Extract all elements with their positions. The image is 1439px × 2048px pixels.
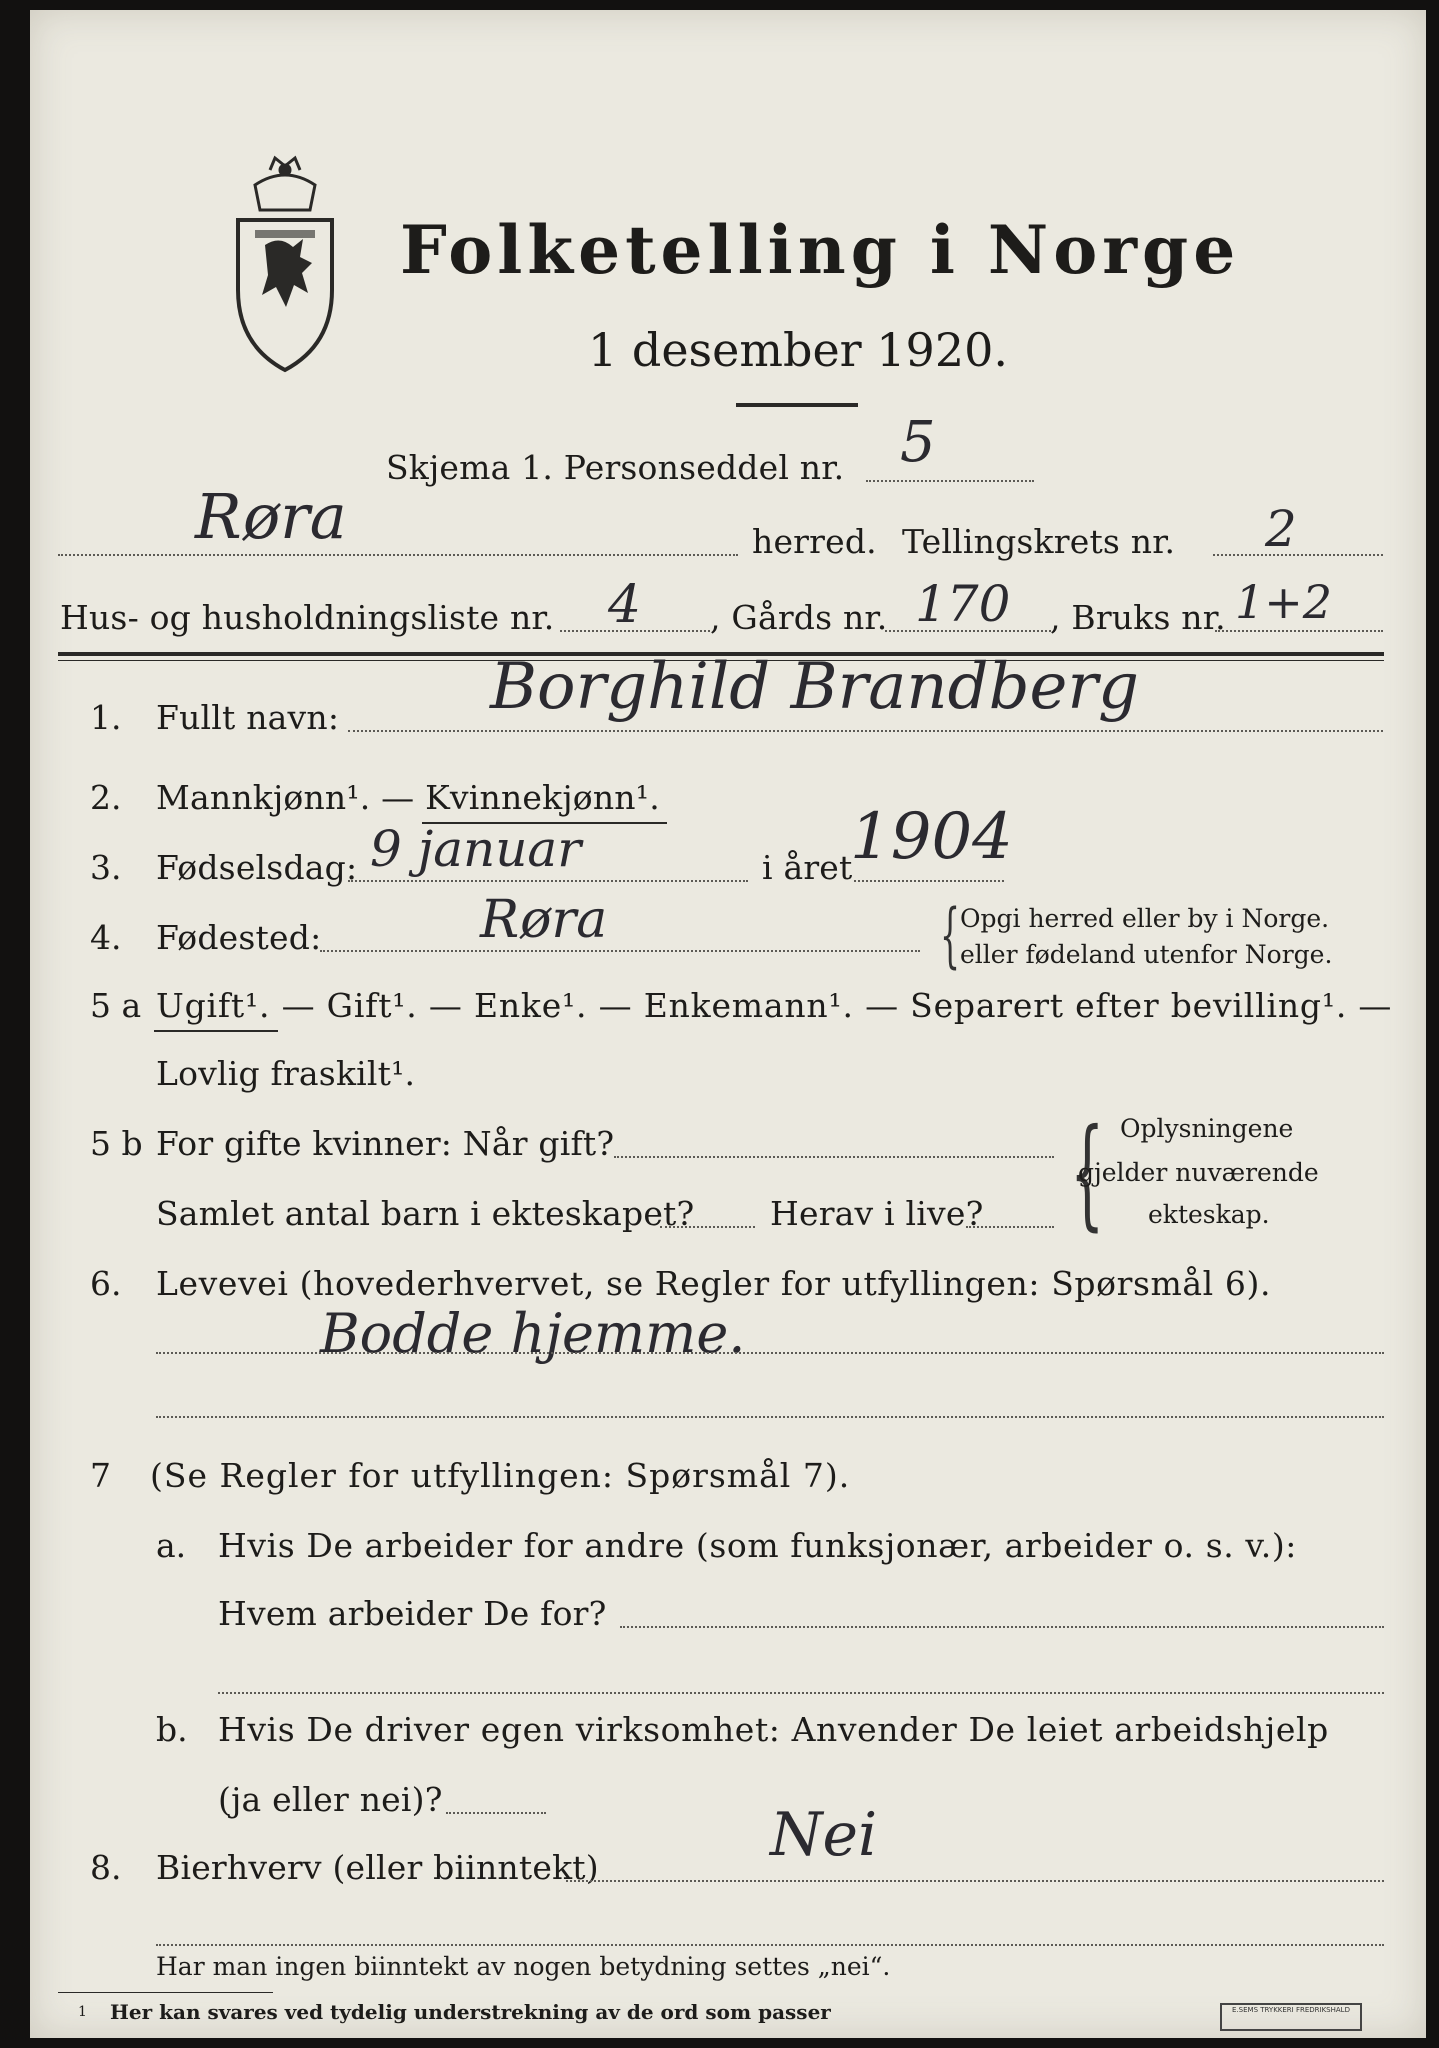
q4-number: 4. xyxy=(90,918,122,957)
q5b-brace: { xyxy=(1070,1104,1105,1243)
title-divider xyxy=(736,403,858,407)
q7a-letter: a. xyxy=(156,1526,187,1565)
q7a-line2: Hvem arbeider De for? xyxy=(218,1594,607,1633)
q2-number: 2. xyxy=(90,778,122,817)
q7-number: 7 xyxy=(90,1456,111,1495)
schema-dots xyxy=(866,480,1034,482)
q5b-number: 5 b xyxy=(90,1124,143,1163)
schema-label: Skjema 1. Personseddel nr. xyxy=(386,448,845,487)
q4-dots xyxy=(320,950,920,952)
gards-value[interactable]: 170 xyxy=(915,575,1011,633)
q1-dots xyxy=(348,730,1383,732)
q7-label: (Se Regler for utfyllingen: Spørsmål 7). xyxy=(150,1456,851,1495)
q5a-line2: Lovlig fraskilt¹. xyxy=(156,1054,416,1093)
q7b-dots xyxy=(446,1812,546,1814)
q8-dots-2 xyxy=(156,1944,1384,1946)
footer-note: Har man ingen biinntekt av nogen betydning settes „nei“. xyxy=(156,1952,891,1981)
q7a-dots-1 xyxy=(620,1626,1384,1628)
q5b-note-line3: ekteskap. xyxy=(1148,1200,1270,1229)
bruks-dots xyxy=(1215,630,1383,632)
herred-dots xyxy=(58,554,738,556)
printer-stamp: E.SEMS TRYKKERI FREDRIKSHALD xyxy=(1220,2003,1362,2031)
tellingskrets-label: Tellingskrets nr. xyxy=(902,522,1176,561)
q5b-note-line2: gjelder nuværende xyxy=(1078,1158,1319,1187)
q5a-number: 5 a xyxy=(90,986,142,1025)
q4-brace: { xyxy=(940,894,961,976)
q3-number: 3. xyxy=(90,848,122,887)
q3-year-value[interactable]: 1904 xyxy=(850,800,1013,874)
bruks-value[interactable]: 1+2 xyxy=(1235,575,1333,629)
q5b-when-dots xyxy=(614,1156,1054,1158)
q5a-line1: Ugift¹. — Gift¹. — Enke¹. — Enkemann¹. — Separert efter bevilling¹. — xyxy=(156,986,1393,1025)
schema-value[interactable]: 5 xyxy=(900,410,936,475)
q5b-line1: For gifte kvinner: Når gift? xyxy=(156,1124,615,1163)
footnote-text: Her kan svares ved tydelig understrekning av de ord som passer xyxy=(110,2000,831,2024)
q6-dots-2 xyxy=(156,1416,1384,1418)
herred-label: herred. xyxy=(752,522,877,561)
q6-label: Levevei (hovederhvervet, se Regler for utfyllingen: Spørsmål 6). xyxy=(156,1264,1272,1303)
q8-number: 8. xyxy=(90,1848,122,1887)
footnote-number: 1 xyxy=(78,2004,87,2020)
q1-number: 1. xyxy=(90,698,122,737)
municipality-handwritten: Røra xyxy=(195,480,347,553)
q4-note-line2: eller fødeland utenfor Norge. xyxy=(960,940,1333,969)
q6-number: 6. xyxy=(90,1264,122,1303)
census-date: 1 desember 1920. xyxy=(588,323,1008,377)
q5b-line2b: Herav i live? xyxy=(770,1194,984,1233)
tellingskrets-value[interactable]: 2 xyxy=(1265,500,1297,558)
q8-dots xyxy=(566,1880,1384,1882)
q8-label: Bierhverv (eller biinntekt) xyxy=(156,1848,599,1887)
q7a-dots-2 xyxy=(218,1692,1384,1694)
q6-value[interactable]: Bodde hjemme. xyxy=(320,1302,746,1365)
q5b-children-dots xyxy=(660,1226,755,1228)
gards-label: , Gårds nr. xyxy=(710,598,888,637)
q5b-note-line1: Oplysningene xyxy=(1120,1114,1294,1143)
q8-value[interactable]: Nei xyxy=(770,1800,878,1870)
q7b-line1: Hvis De driver egen virksomhet: Anvender De leiet arbeidshjelp xyxy=(218,1710,1329,1749)
q3-year-dots xyxy=(854,880,1004,882)
q5b-line2a: Samlet antal barn i ekteskapet? xyxy=(156,1194,695,1233)
census-form xyxy=(30,10,1426,2038)
q3-label: Fødselsdag: xyxy=(156,848,358,887)
q7b-letter: b. xyxy=(156,1710,188,1749)
q4-label: Fødested: xyxy=(156,918,322,957)
q4-note-line1: Opgi herred eller by i Norge. xyxy=(960,904,1330,933)
bruks-label: , Bruks nr. xyxy=(1050,598,1226,637)
q3-year-label: i året xyxy=(762,848,853,887)
husholdningsliste-label: Hus- og husholdningsliste nr. xyxy=(60,598,555,637)
q3-value[interactable]: 9 januar xyxy=(370,820,582,878)
q1-value[interactable]: Borghild Brandberg xyxy=(490,650,1139,724)
form-title: Folketelling i Norge xyxy=(400,211,1241,289)
q5a-underline xyxy=(154,1030,278,1032)
norway-coat-of-arms-icon xyxy=(230,150,340,375)
q1-label: Fullt navn: xyxy=(156,698,340,737)
footnote-rule xyxy=(58,1992,273,1993)
q2-label: Mannkjønn¹. — Kvinnekjønn¹. xyxy=(156,778,660,817)
q7a-line1: Hvis De arbeider for andre (som funksjonær, arbeider o. s. v.): xyxy=(218,1526,1298,1565)
husholdningsliste-value[interactable]: 4 xyxy=(608,575,642,635)
tellingskrets-dots xyxy=(1213,554,1383,556)
q7b-line2: (ja eller nei)? xyxy=(218,1780,443,1819)
q3-dots xyxy=(348,880,748,882)
q4-value[interactable]: Røra xyxy=(480,890,608,950)
q6-dots-1 xyxy=(156,1352,1384,1354)
q5b-alive-dots xyxy=(966,1226,1054,1228)
